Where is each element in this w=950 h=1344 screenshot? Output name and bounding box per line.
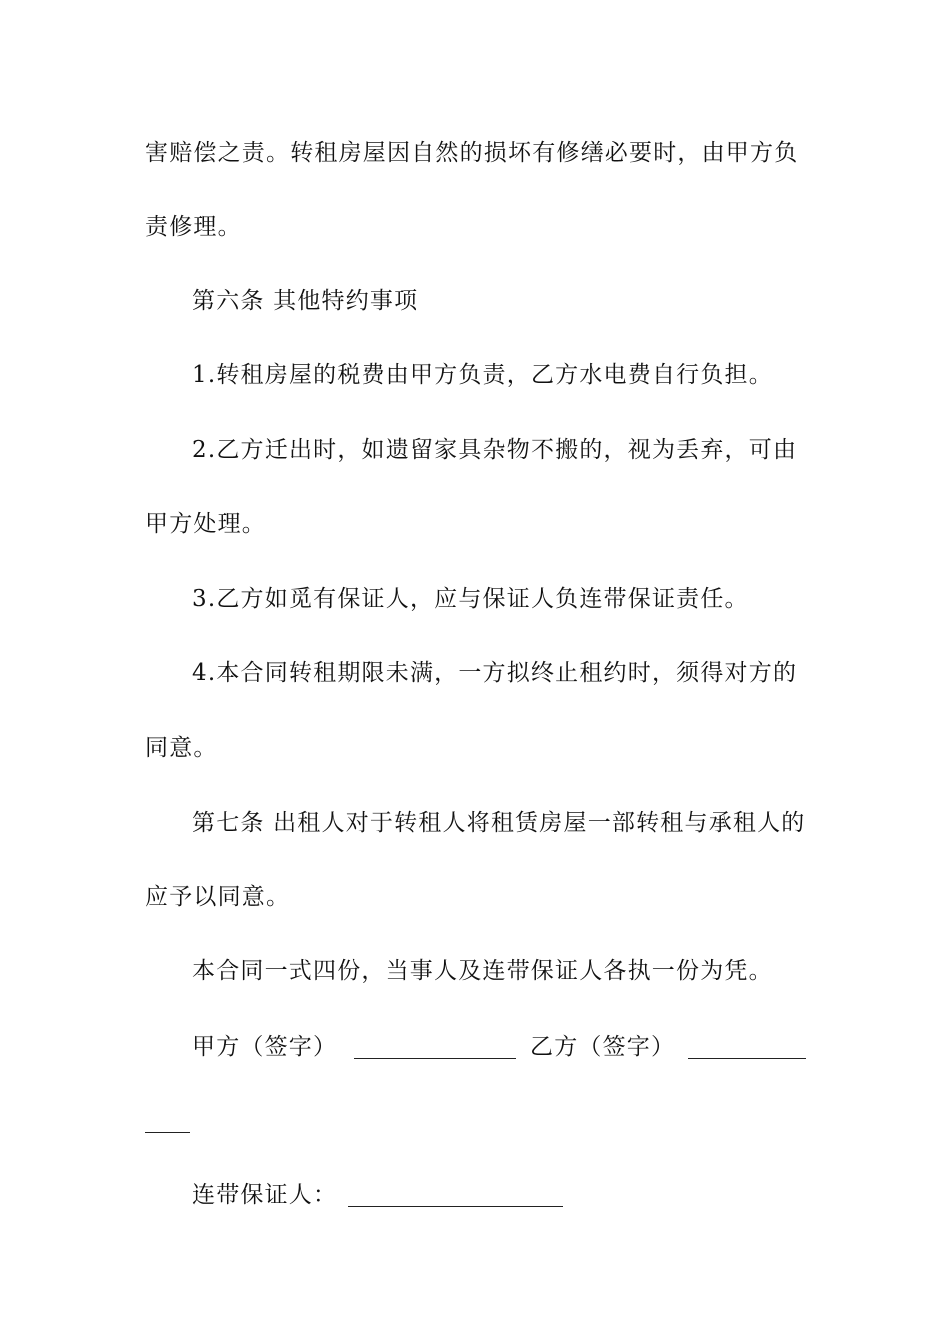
paragraph-line: 同意。 — [145, 735, 218, 761]
article-heading: 第六条 其他特约事项 — [192, 288, 419, 314]
party-b-signature-line-continued[interactable] — [145, 1132, 190, 1133]
party-a-signature-label: 甲方（签字） — [192, 1034, 338, 1060]
party-b-signature-label: 乙方（签字） — [530, 1034, 676, 1060]
guarantor-signature-line[interactable] — [348, 1206, 563, 1207]
paragraph-line: 应予以同意。 — [145, 884, 291, 910]
paragraph-line: 责修理。 — [145, 214, 242, 240]
paragraph-line: 本合同一式四份，当事人及连带保证人各执一份为凭。 — [192, 958, 773, 984]
clause-item: 2.乙方迁出时，如遗留家具杂物不搬的，视为丢弃，可由 — [192, 437, 798, 463]
clause-item: 4.本合同转租期限未满，一方拟终止租约时，须得对方的 — [192, 660, 798, 686]
paragraph-line: 害赔偿之责。转租房屋因自然的损坏有修缮必要时，由甲方负 — [145, 140, 799, 166]
clause-item: 1.转租房屋的税费由甲方负责，乙方水电费自行负担。 — [192, 362, 773, 388]
paragraph-line: 甲方处理。 — [145, 511, 266, 537]
guarantor-signature-label: 连带保证人： — [192, 1182, 338, 1208]
clause-item: 3.乙方如觅有保证人，应与保证人负连带保证责任。 — [192, 586, 749, 612]
party-a-signature-line[interactable] — [354, 1058, 516, 1059]
party-b-signature-line[interactable] — [688, 1058, 806, 1059]
article-heading: 第七条 出租人对于转租人将租赁房屋一部转租与承租人的 — [192, 810, 806, 836]
